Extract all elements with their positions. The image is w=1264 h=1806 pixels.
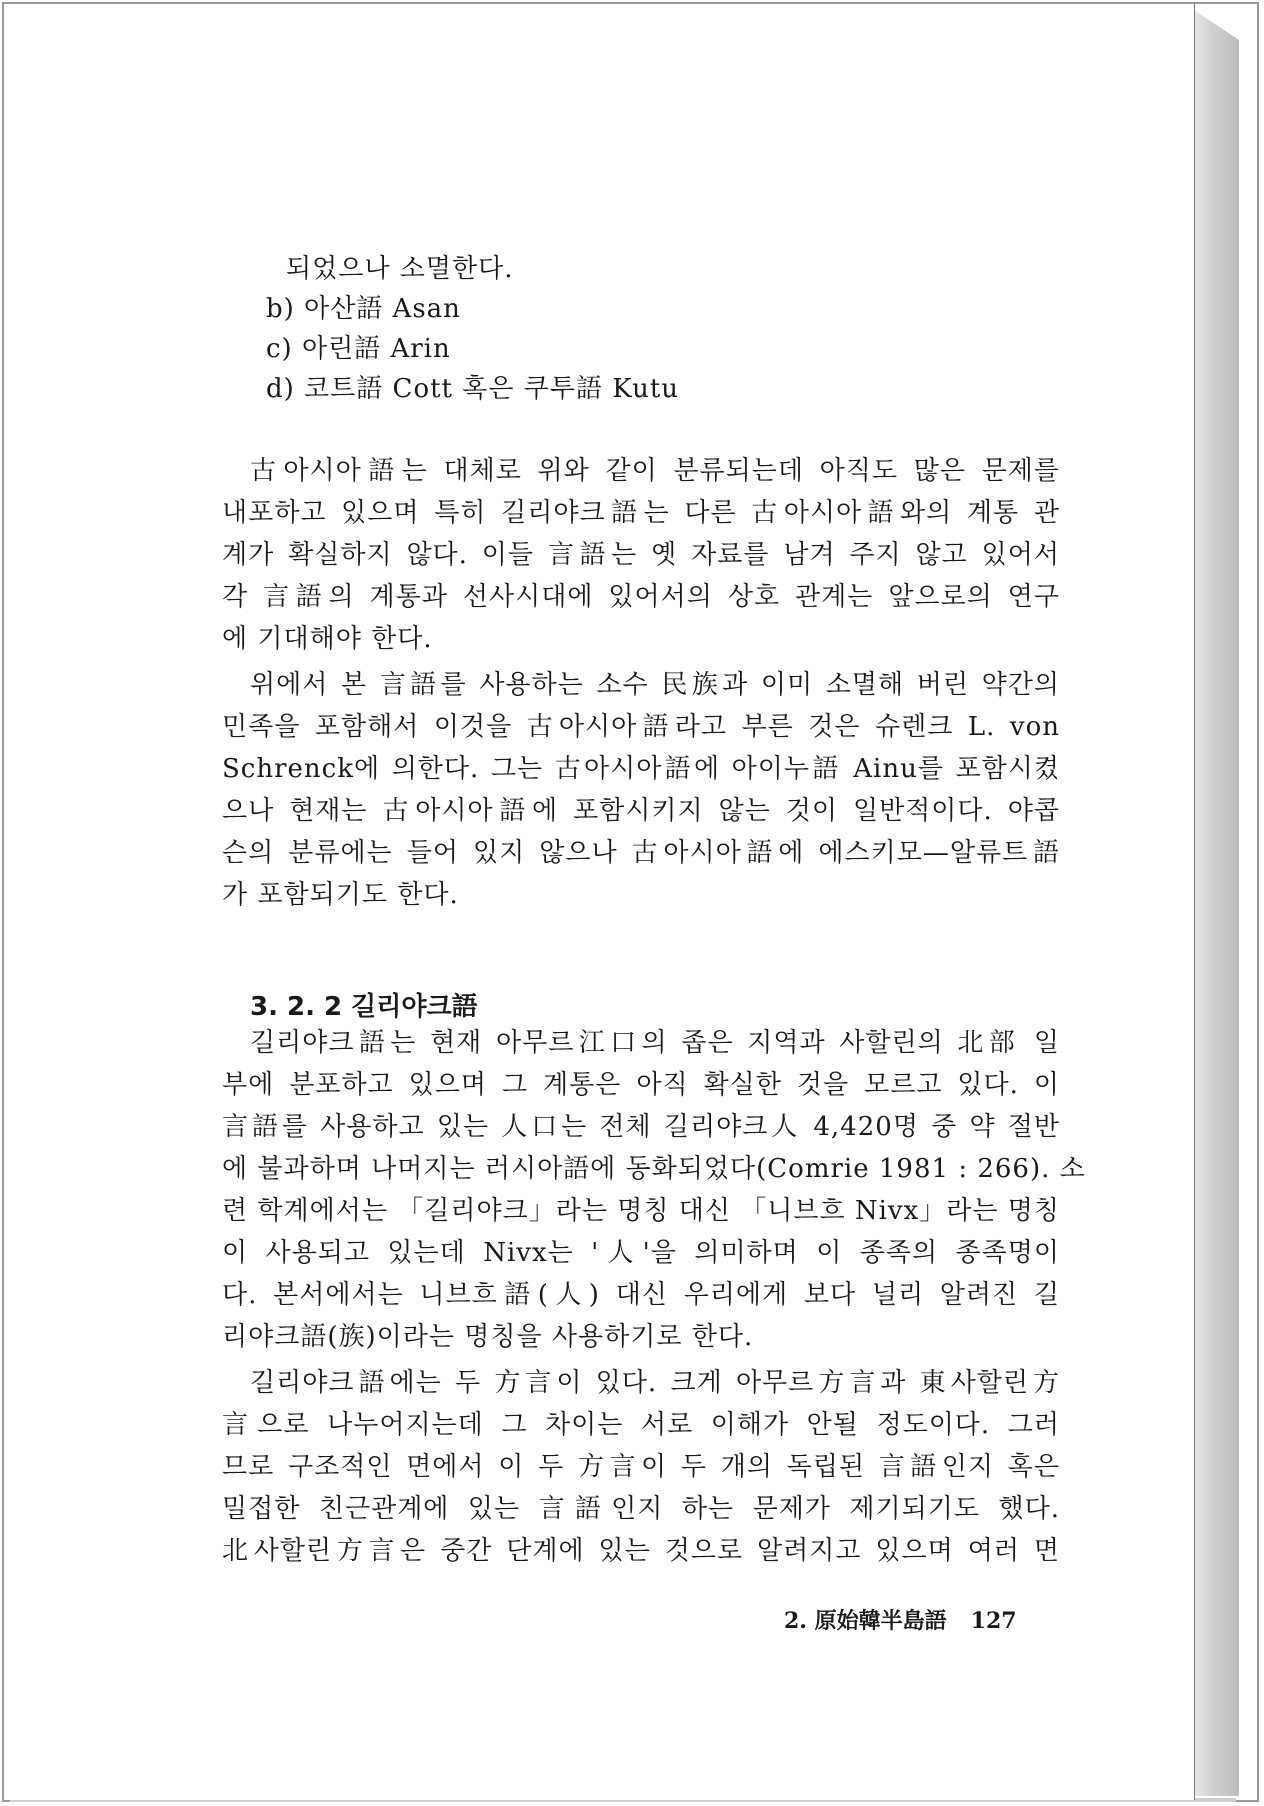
paragraph-line: 므로 구조적인 면에서 이 두 方言이 두 개의 독립된 言語인지 혹은: [222, 1452, 1060, 1482]
paragraph-line: 다. 본서에서는 니브흐語(人) 대신 우리에게 보다 널리 알려진 길: [222, 1280, 1060, 1310]
paragraph-line: 부에 분포하고 있으며 그 계통은 아직 확실한 것을 모르고 있다. 이: [222, 1070, 1060, 1100]
list-item: c) 아린語 Arin: [266, 334, 451, 364]
list-item: b) 아산語 Asan: [266, 294, 461, 324]
paragraph-line: 계가 확실하지 않다. 이들 言語는 옛 자료를 남겨 주지 않고 있어서: [222, 540, 1060, 570]
page-edge-shading: [1194, 10, 1239, 1796]
paragraph-line: 北사할린方言은 중간 단계에 있는 것으로 알려지고 있으며 여러 면: [222, 1536, 1060, 1566]
paragraph-line: Schrenck에 의한다. 그는 古아시아語에 아이누語 Ainu를 포함시켰: [222, 754, 1060, 784]
paragraph-line: 련 학계에서는 「길리야크」라는 명칭 대신 「니브흐 Nivx」라는 명칭: [222, 1196, 1060, 1226]
paragraph-line: 으나 현재는 古아시아語에 포함시키지 않는 것이 일반적이다. 야콥: [222, 796, 1060, 826]
paragraph-line: 에 불과하며 나머지는 러시아語에 동화되었다(Comrie 1981 : 266). 소: [222, 1154, 1086, 1184]
paragraph-line: 이 사용되고 있는데 Nivx는 '人'을 의미하며 이 종족의 종족명이: [222, 1238, 1060, 1268]
list-intro: 되었으나 소멸한다.: [286, 254, 514, 284]
paragraph-line: 言語를 사용하고 있는 人口는 전체 길리야크人 4,420명 중 약 절반: [222, 1112, 1060, 1142]
paragraph-line: 민족을 포함해서 이것을 古아시아語라고 부른 것은 슈렌크 L. von: [222, 712, 1060, 742]
section-heading: 3. 2. 2 길리야크語: [250, 992, 478, 1022]
paragraph-line: 길리야크語에는 두 方言이 있다. 크게 아무르方言과 東사할린方: [250, 1368, 1060, 1398]
paragraph-line: 슨의 분류에는 들어 있지 않으나 古아시아語에 에스키모—알류트語: [222, 838, 1060, 868]
footer-chapter: 2. 原始韓半島語: [784, 1608, 947, 1634]
paragraph-line: 각 言語의 계통과 선사시대에 있어서의 상호 관계는 앞으로의 연구: [222, 582, 1060, 612]
paragraph-line: 길리야크語는 현재 아무르江口의 좁은 지역과 사할린의 北部 일: [250, 1028, 1060, 1058]
paragraph-line: 위에서 본 言語를 사용하는 소수 民族과 이미 소멸해 버린 약간의: [250, 670, 1060, 700]
paragraph-line: 가 포함되기도 한다.: [222, 880, 459, 910]
list-item: d) 코트語 Cott 혹은 쿠투語 Kutu: [266, 374, 680, 404]
paragraph-line: 古아시아語는 대체로 위와 같이 분류되는데 아직도 많은 문제를: [250, 456, 1060, 486]
page-number: 127: [970, 1608, 1017, 1634]
running-footer: [784, 1604, 1017, 1635]
paragraph-line: 밀접한 친근관계에 있는 言語인지 하는 문제가 제기되기도 했다.: [222, 1494, 1060, 1524]
paragraph-line: 言으로 나누어지는데 그 차이는 서로 이해가 안될 정도이다. 그러: [222, 1410, 1060, 1440]
book-page: [4, 4, 1195, 1800]
paragraph-line: 리야크語(族)이라는 명칭을 사용하기로 한다.: [222, 1322, 754, 1352]
paragraph-line: 에 기대해야 한다.: [222, 624, 433, 654]
paragraph-line: 내포하고 있으며 특히 길리야크語는 다른 古아시아語와의 계통 관: [222, 498, 1060, 528]
